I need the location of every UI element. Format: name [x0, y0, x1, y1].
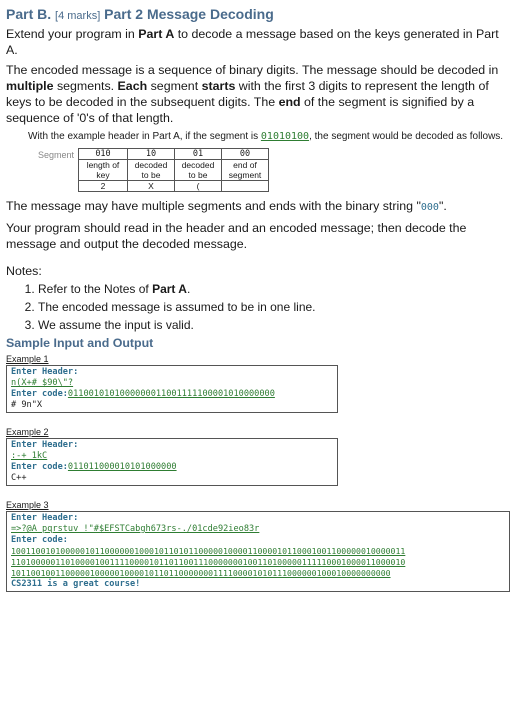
segment-desc: decoded to be [128, 160, 175, 181]
header-prompt: Enter Header: [11, 513, 79, 523]
segment-result: 2 [79, 181, 128, 192]
header-value: =>?@A pqrstuv !"#$EFSTCabgh673rs-./01cde92ieo83r [11, 524, 260, 534]
code-value-line: 11010000011010000100111100001011011001110000000100110100000111110001000011000010 [11, 557, 406, 567]
notes-item: 3. We assume the input is valid. [38, 316, 506, 334]
segment-desc: decoded to be [175, 160, 222, 181]
encoding-paragraph: The encoded message is a sequence of binary digits. The message should be decoded in multiple segments. Each segment starts with the first 3 digits to represent the length of keys to be decoded in the subsequent digits. The end of the segment is signified by a sequence of '0's of that length. [6, 63, 499, 125]
decoded-output: CS2311 is a great course! [11, 579, 141, 589]
multi-segment-paragraph: The message may have multiple segments and ends with the binary string "000". [6, 199, 447, 213]
header-value: :-+ 1kC [11, 451, 48, 461]
segment-desc: length of key [79, 160, 128, 181]
sample-heading: Sample Input and Output [6, 336, 154, 350]
example-label: Example 2 [6, 427, 49, 437]
example-label: Example 3 [6, 500, 49, 510]
section-title: Part 2 Message Decoding [104, 6, 274, 22]
section-heading [6, 6, 506, 22]
program-paragraph: Your program should read in the header and an encoded message; then decode the message and output the decoded message. [6, 221, 467, 251]
example-box [6, 511, 510, 592]
segment-code: 10 [128, 149, 175, 160]
page [6, 6, 506, 596]
example-box [6, 365, 338, 413]
header-prompt: Enter Header: [11, 367, 79, 377]
decoded-output: C++ [11, 473, 27, 483]
example-box [6, 438, 338, 486]
segment-label: Segment [37, 150, 74, 160]
example-label: Example 1 [6, 354, 49, 364]
part-label: Part B. [6, 6, 52, 22]
notes-section [6, 264, 506, 334]
segment-result [222, 181, 269, 192]
decoded-output: # 9n"X [11, 400, 43, 410]
code-prompt: Enter code: [11, 535, 68, 545]
segment-result: ( [175, 181, 222, 192]
segment-diagram [28, 148, 506, 192]
code-line: Enter code:011011000010101000000 [11, 462, 177, 472]
code-value-line: 10011001010000010110000001000101101011000001000011000010110001001100000010000011 [11, 546, 406, 556]
segment-desc: end of segment [222, 160, 269, 181]
notes-list [6, 280, 506, 334]
example-note: With the example header in Part A, if the segment is 01010100, the segment would be decoded as follows. [28, 131, 504, 142]
segment-result: X [128, 181, 175, 192]
marks-label: [4 marks] [55, 10, 101, 22]
segment-code: 00 [222, 149, 269, 160]
header-prompt: Enter Header: [11, 440, 79, 450]
code-line: Enter code:0110010101000000011001111100001010000000 [11, 389, 275, 399]
segment-code: 010 [79, 149, 128, 160]
notes-item: 1. Refer to the Notes of Part A. [38, 280, 506, 298]
notes-item: 2. The encoded message is assumed to be in one line. [38, 298, 506, 316]
code-value-line: 10110010011000001000001000010110110000000111100001010111000000100010000000000 [11, 568, 391, 578]
segment-table [78, 148, 269, 192]
notes-title: Notes: [6, 264, 42, 278]
intro-paragraph: Extend your program in Part A to decode a message based on the keys generated in Part A. [6, 27, 499, 57]
header-value: n(X+# $90\"? [11, 378, 74, 388]
segment-code: 01 [175, 149, 222, 160]
